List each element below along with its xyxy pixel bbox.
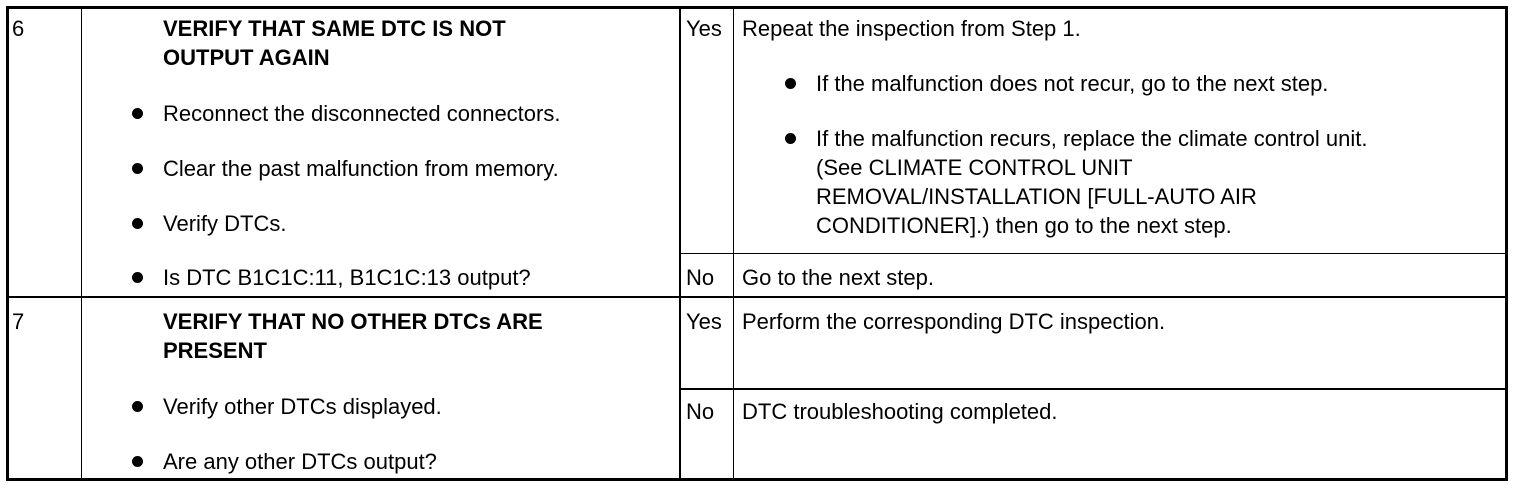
no-result-text: DTC troubleshooting completed. — [742, 399, 1058, 424]
no-label: No — [686, 265, 715, 290]
step-number: 6 — [12, 16, 25, 41]
col-divider-action — [679, 6, 681, 481]
step-title — [163, 14, 506, 72]
row-divider — [6, 296, 1508, 298]
bullet-icon — [132, 218, 143, 229]
step-number: 7 — [12, 309, 25, 334]
step-title-line: VERIFY THAT SAME DTC IS NOT — [163, 16, 506, 41]
continuation-line: CONDITIONER].) then go to the next step. — [816, 213, 1232, 238]
step7-yes-no-divider — [680, 388, 1506, 390]
bullet-icon — [785, 133, 796, 144]
action-text: Clear the past malfunction from memory. — [163, 156, 559, 181]
table-border-bottom — [6, 478, 1508, 481]
yes-result-text: Perform the corresponding DTC inspection. — [742, 309, 1166, 334]
table-border-right — [1505, 6, 1508, 481]
continuation-line: (See CLIMATE CONTROL UNIT — [816, 155, 1133, 180]
action-text: Verify other DTCs displayed. — [163, 394, 442, 419]
step6-yes-no-divider — [680, 253, 1506, 254]
no-result-text: Go to the next step. — [742, 265, 935, 290]
col-divider-number — [81, 6, 82, 481]
bullet-icon — [785, 78, 796, 89]
action-text: Are any other DTCs output? — [163, 449, 437, 474]
bullet-icon — [132, 272, 143, 283]
bullet-icon — [132, 456, 143, 467]
action-text: Reconnect the disconnected connectors. — [163, 101, 561, 126]
result-bullet-text: If the malfunction does not recur, go to the next step. — [816, 71, 1329, 96]
table-border-top — [6, 6, 1508, 9]
step-title — [163, 307, 543, 365]
yes-label: Yes — [686, 309, 722, 334]
no-label: No — [686, 399, 715, 424]
yes-label: Yes — [686, 16, 722, 41]
continuation-line: REMOVAL/INSTALLATION [FULL-AUTO AIR — [816, 184, 1257, 209]
col-divider-result — [733, 6, 734, 481]
yes-result-text: Repeat the inspection from Step 1. — [742, 16, 1081, 41]
bullet-icon — [132, 401, 143, 412]
result-bullet-text: If the malfunction recurs, replace the climate control unit. — [816, 126, 1368, 151]
bullet-icon — [132, 163, 143, 174]
action-text: Is DTC B1C1C:11, B1C1C:13 output? — [163, 265, 531, 290]
step-title-line: OUTPUT AGAIN — [163, 45, 330, 70]
table-border-left — [6, 6, 9, 481]
bullet-icon — [132, 108, 143, 119]
step-title-line: VERIFY THAT NO OTHER DTCs ARE — [163, 309, 543, 334]
action-text: Verify DTCs. — [163, 211, 287, 236]
result-continuation — [816, 153, 1257, 240]
step-title-line: PRESENT — [163, 338, 267, 363]
